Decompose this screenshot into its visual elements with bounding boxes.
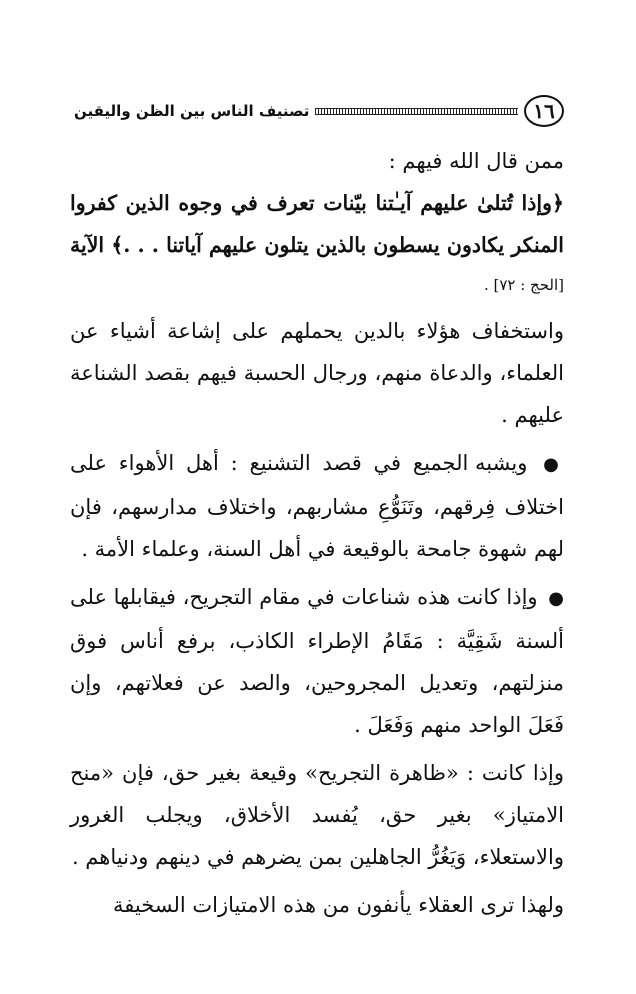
paragraph-3-text: وإذا كانت هذه شناعات في مقام التجريح، فيقابلها على ألسنة شَقِيَّة : مَقَامُ الإطراء الكاذب، برفع أناس فوق منزلتهم، وتعديل المجروحين، والصد عن فعلاتهم، وإن فَعَلَ الواحد منهم وَفَعَلَ . <box>70 585 564 737</box>
running-title: تصنيف الناس بين الظن واليقين <box>74 102 310 120</box>
verse-citation: [الحج : ٧٢] . <box>483 276 564 294</box>
paragraph-4: وإذا كانت : «ظاهرة التجريح» وقيعة بغير حق، فإن «منح الامتياز» بغير حق، يُفسد الأخلاق، ويجلب الغرور والاستعلاء، وَيَغُرُّ الجاهلين بمن يضرهم في دينهم ودنياهم . <box>70 761 564 869</box>
bullet-icon: ● <box>543 454 564 475</box>
header-rule <box>315 108 518 115</box>
paragraph-2-text: ويشبه الجميع في قصد التشنيع : أهل الأهواء على اختلاف فِرقهم، وتَنَوُّعِ مشاربهم، واختلاف مدارسهم، فإن لهم شهوة جامحة بالوقيعة في أهل السنة، وعلماء الأمة . <box>70 451 564 561</box>
bullet-icon: ● <box>548 588 564 609</box>
paragraph-5: ولهذا ترى العقلاء يأنفون من هذه الامتيازات السخيفة <box>113 893 564 917</box>
page-body <box>70 140 564 926</box>
paragraph-3 <box>70 576 564 746</box>
intro-line: ممن قال الله فيهم : <box>388 149 564 173</box>
paragraph-1: واستخفاف هؤلاء بالدين يحملهم على إشاعة أشياء عن العلماء، والدعاة منهم، ورجال الحسبة فيهم بقصد الشناعة عليهم . <box>70 319 564 427</box>
page-number: ١٦ <box>524 95 564 127</box>
quran-verse: ﴿وإذا تُتلىٰ عليهم آيـٰتنا بيّنات تعرف في وجوه الذين كفروا المنكر يكادون يسطون بالذين يتلون عليهم آياتنا . . .﴾ الآية <box>70 191 564 257</box>
running-header <box>74 92 564 130</box>
paragraph-2 <box>70 442 564 570</box>
